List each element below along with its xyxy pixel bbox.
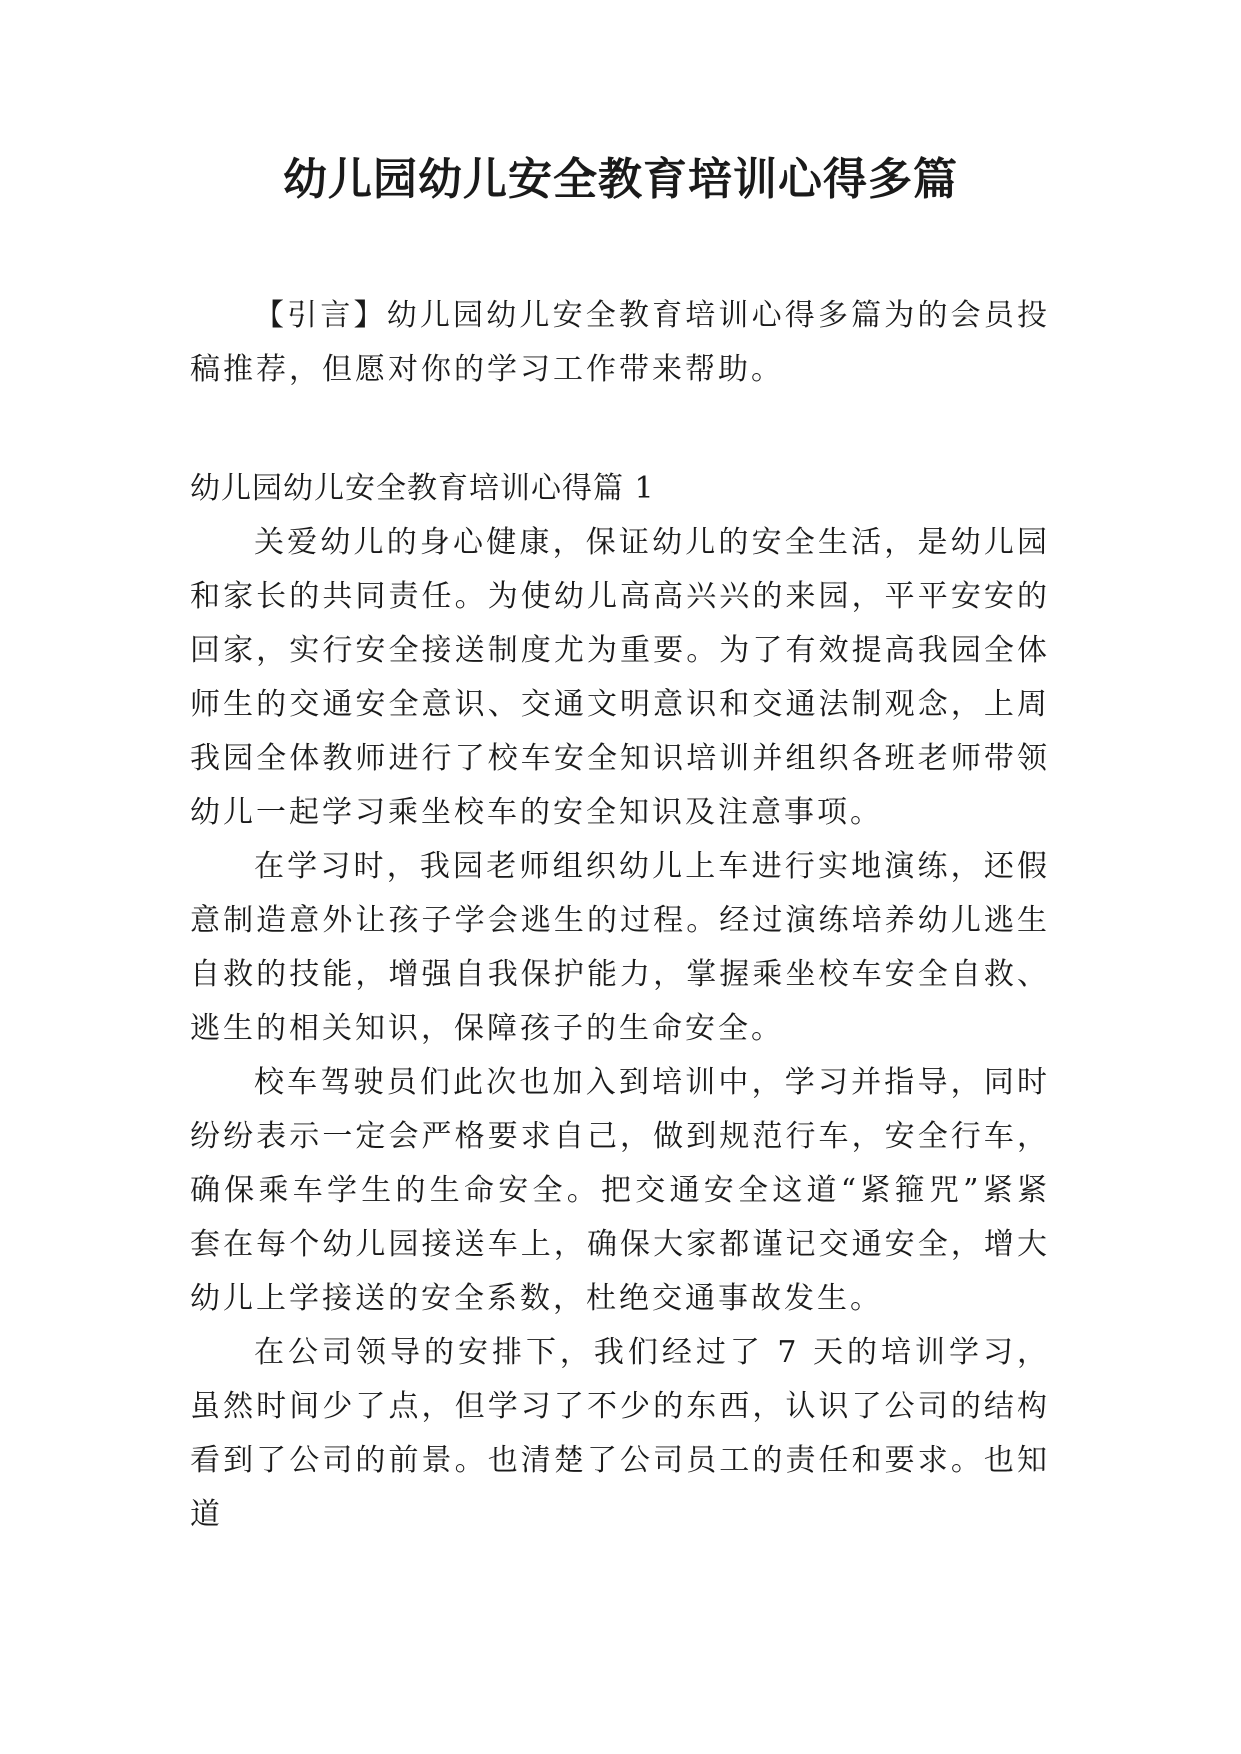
section-body [190, 516, 1050, 1542]
body-paragraph: 在学习时，我园老师组织幼儿上车进行实地演练，还假意制造意外让孩子学会逃生的过程。经过演练培养幼儿逃生自救的技能，增强自我保护能力，掌握乘坐校车安全自救、逃生的相关知识，保障孩子的生命安全。 [190, 849, 1050, 1046]
body-paragraph: 在公司领导的安排下，我们经过了 7 天的培训学习，虽然时间少了点，但学习了不少的东西，认识了公司的结构看到了公司的前景。也清楚了公司员工的责任和要求。也知道 [190, 1335, 1050, 1532]
body-paragraph: 校车驾驶员们此次也加入到培训中，学习并指导，同时纷纷表示一定会严格要求自己，做到规范行车，安全行车，确保乘车学生的生命安全。把交通安全这道“紧箍咒”紧紧套在每个幼儿园接送车上，确保大家都谨记交通安全，增大幼儿上学接送的安全系数，杜绝交通事故发生。 [190, 1065, 1050, 1316]
intro-paragraph: 【引言】幼儿园幼儿安全教育培训心得多篇为的会员投稿推荐，但愿对你的学习工作带来帮助。 [190, 298, 1050, 387]
body-paragraph: 关爱幼儿的身心健康，保证幼儿的安全生活，是幼儿园和家长的共同责任。为使幼儿高高兴兴的来园，平平安安的回家，实行安全接送制度尤为重要。为了有效提高我园全体师生的交通安全意识、交通文明意识和交通法制观念，上周我园全体教师进行了校车安全知识培训并组织各班老师带领幼儿一起学习乘坐校车的安全知识及注意事项。 [190, 525, 1050, 830]
document-title: 幼儿园幼儿安全教育培训心得多篇 [283, 154, 958, 205]
section-heading: 幼儿园幼儿安全教育培训心得篇 1 [190, 471, 655, 506]
